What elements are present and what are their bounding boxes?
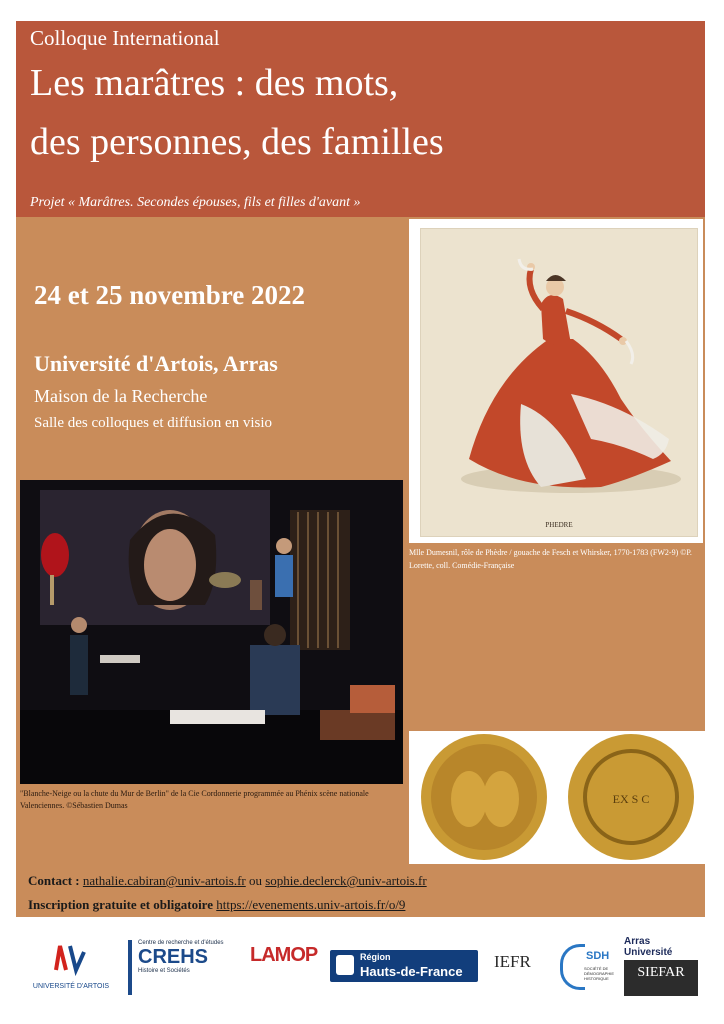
project-subtitle: Projet « Marâtres. Secondes épouses, fils et filles d'avant » xyxy=(30,195,361,210)
coin-center-text: EX S C xyxy=(612,792,650,806)
phedre-painting xyxy=(420,228,698,537)
title-line-1: Les marâtres : des mots, xyxy=(30,62,399,104)
header-banner xyxy=(16,21,705,217)
stage-photo xyxy=(20,480,403,784)
region-map-icon xyxy=(336,955,354,975)
title-line-2: des personnes, des familles xyxy=(30,121,444,163)
lamop-logo: LAMOP xyxy=(250,944,318,966)
painting-inscription: PHEDRE xyxy=(545,521,573,529)
registration-line xyxy=(28,897,405,913)
registration-label: Inscription gratuite et obligatoire xyxy=(28,897,213,912)
contact-line xyxy=(28,873,427,889)
partner-logos xyxy=(16,930,705,1010)
stage-caption: "Blanche-Neige ou la chute du Mur de Berlin" de la Cie Cordonnerie programmée au Phénix scène nationale Valenciennes. ©Sébastien Dumas xyxy=(20,789,369,810)
coins-illustration xyxy=(409,731,705,864)
roman-coins xyxy=(409,731,705,864)
artois-mark-icon xyxy=(26,938,116,978)
email-link-2[interactable]: sophie.declerck@univ-artois.fr xyxy=(265,873,427,888)
phedre-figure-illustration xyxy=(421,229,697,536)
event-university: Université d'Artois, Arras xyxy=(34,351,278,376)
region-logo: Région Hauts-de-France xyxy=(330,950,478,982)
email-link-1[interactable]: nathalie.cabiran@univ-artois.fr xyxy=(82,873,246,888)
stage-scene-illustration xyxy=(20,480,403,784)
registration-link[interactable]: https://evenements.univ-artois.fr/o/9 xyxy=(216,897,406,912)
arras-siefar-logos: Arras Université SIEFAR xyxy=(624,936,700,1002)
event-building: Maison de la Recherche xyxy=(34,386,208,406)
crehs-logo: Centre de recherche et d'études CREHS Histoire et Sociétés xyxy=(128,940,248,995)
contact-separator: ou xyxy=(249,873,262,888)
painting-caption: Mlle Dumesnil, rôle de Phèdre / gouache de Fesch et Whirsker, 1770-1783 (FW2-9) ©P. Lorette, coll. Comédie-Française xyxy=(409,548,692,570)
event-room: Salle des colloques et diffusion en visio xyxy=(34,415,273,431)
event-date: 24 et 25 novembre 2022 xyxy=(34,280,305,310)
sdh-logo: SDH SOCIÉTÉ DE DÉMOGRAPHIE HISTORIQUE xyxy=(560,938,630,994)
artois-logo: UNIVERSITÉ D'ARTOIS xyxy=(26,938,116,1000)
sdh-arc-icon xyxy=(560,944,585,990)
iefr-logo: IEFR xyxy=(494,952,531,971)
contact-label: Contact : xyxy=(28,873,80,888)
event-kicker: Colloque International xyxy=(30,26,220,50)
